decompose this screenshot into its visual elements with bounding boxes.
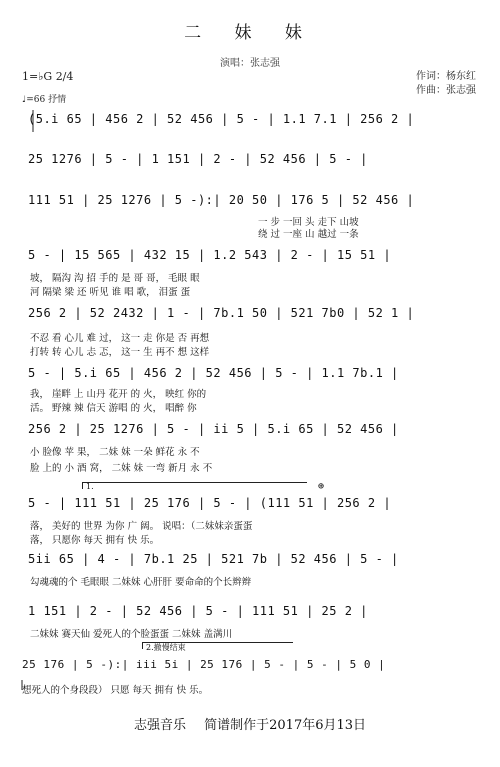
- system-5-lyrics-1: 不忍 看 心儿 难 过， 这一 走 你是 否 再想: [30, 333, 210, 344]
- second-ending-bracket: [142, 642, 293, 652]
- first-ending-label: 1.: [86, 482, 94, 491]
- system-10-lyrics: 二妹妹 赛天仙 爱死人的个脸蛋蛋 二妹妹 盖满川: [30, 629, 233, 640]
- system-9-notes: 5ii 65 | 4 - | 7b.1 25 | 521 7b | 52 456 | 5 - |: [28, 552, 399, 566]
- composer-credit: 作曲：张志强: [416, 85, 476, 96]
- lyricist-credit: 作词：杨东红: [416, 71, 476, 82]
- system-6-notes: 5 - | 5.i 65 | 456 2 | 52 456 | 5 - | 1.1 7b.1 |: [28, 366, 399, 380]
- system-7-lyrics-2: 脸 上的 小 酒 窝， 二妹 妹 一弯 新月 永 不: [30, 463, 213, 474]
- singer-credit: 演唱：张志强: [220, 58, 280, 69]
- system-3-lyrics-2: 绕 过 一座 山 越过 一条: [258, 229, 359, 240]
- first-ending-bracket: [82, 482, 307, 489]
- system-11-notes: 25 176 | 5 -):| iii 5i | 25 176 | 5 - | 5 - | 5 0 |: [22, 658, 386, 671]
- system-11-lyrics: 想死人的个身段段） 只愿 每天 拥有 快 乐。: [22, 685, 209, 696]
- system-4-lyrics-2: 河 隔梁 梁 还 听见 谁 唱 歌， 泪蛋 蛋: [30, 287, 191, 298]
- system-10-notes: 1 151 | 2 - | 52 456 | 5 - | 111 51 | 25 2 |: [28, 604, 368, 618]
- system-5-lyrics-2: 打转 转 心儿 忐 忑， 这一 生 再不 想 这样: [30, 347, 210, 358]
- second-ending-label: 2.撤慢结束: [146, 643, 186, 652]
- system-3-notes: 111 51 | 25 1276 | 5 -):| 20 50 | 176 5 | 52 456 |: [28, 193, 415, 207]
- system-3-lyrics-1: 一 步 一回 头 走下 山坡: [258, 217, 359, 228]
- system-2-notes: 25 1276 | 5 - | 1 151 | 2 - | 52 456 | 5 - |: [28, 152, 368, 166]
- key-signature: 1=♭G 2/4: [22, 70, 74, 83]
- system-8-lyrics-2: 落， 只愿你 每天 拥有 快 乐。: [30, 535, 160, 546]
- system-8-lyrics-1: 落， 美好的 世界 为你 广 阔。 说唱：（二妹妹亲蛋蛋: [30, 521, 253, 532]
- coda-mark: ⊕: [318, 481, 325, 492]
- system-4-notes: 5 - | 15 565 | 432 15 | 1.2 543 | 2 - | 15 51 |: [28, 248, 392, 262]
- system-4-lyrics-1: 坡， 隔沟 沟 招 手的 是 哥 哥， 毛眼 眼: [30, 273, 200, 284]
- system-5-notes: 256 2 | 52 2432 | 1 - | 7b.1 50 | 521 7b0 | 52 1 |: [28, 306, 415, 320]
- system-9-lyrics: 勾魂魂的个 毛眼眼 二妹妹 心肝肝 要命命的个长辫辫: [30, 577, 252, 588]
- system-7-lyrics-1: 小 脸像 苹 果， 二妹 妹 一朵 鲜花 永 不: [30, 447, 200, 458]
- song-title: 二 妹 妹: [184, 23, 316, 43]
- system-6-lyrics-1: 我， 崖畔 上 山丹 花开 的 火， 映红 你的: [30, 389, 207, 400]
- system-6-lyrics-2: 活。 野辣 辣 信天 游唱 的 火， 唱醉 你: [30, 403, 197, 414]
- system-8-notes: 5 - | 111 51 | 25 176 | 5 - | (111 51 | 256 2 |: [28, 496, 392, 510]
- system-1-notes: (5.i 65 | 456 2 | 52 456 | 5 - | 1.1 7.1 | 256 2 |: [28, 112, 415, 126]
- tempo-marking: ♩=66 抒情: [22, 95, 67, 105]
- system-7-notes: 256 2 | 25 1276 | 5 - | ii 5 | 5.i 65 | 52 456 |: [28, 422, 399, 436]
- footer: [0, 714, 500, 733]
- studio-name: 志强音乐: [133, 718, 186, 733]
- creation-date: 简谱制作于2017年6月13日: [204, 718, 367, 733]
